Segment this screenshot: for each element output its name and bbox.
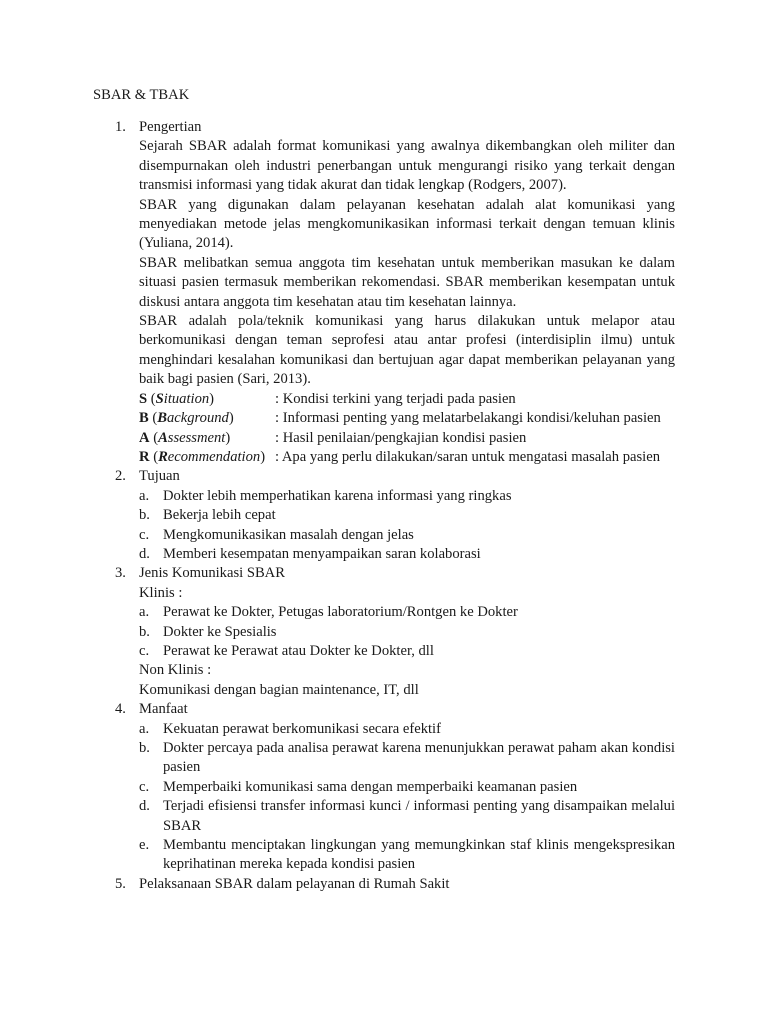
list-item: b. Dokter percaya pada analisa perawat karena menunjukkan perawat paham akan kondisi pasien [139,740,675,776]
document-content [93,118,675,894]
sbar-definition-b: B (Background) : Informasi penting yang melatarbelakangi kondisi/keluhan pasien [139,410,661,427]
list-item: a. Perawat ke Dokter, Petugas laboratorium/Rontgen ke Dokter [139,604,518,621]
paragraph: Komunikasi dengan bagian maintenance, IT, dll [139,681,419,698]
paragraph: SBAR yang digunakan dalam pelayanan kesehatan adalah alat komunikasi yang menyediakan metode jelas mengkomunikasikan informasi terkait dengan temuan klinis (Yuliana, 2014). [139,196,675,252]
list-item: d. Memberi kesempatan menyampaikan saran kolaborasi [139,545,481,562]
section-tujuan [93,467,675,564]
list-item: b. Bekerja lebih cepat [139,507,276,524]
section-heading: Pengertian [139,119,202,135]
sbar-definition-a: A (Assessment) : Hasil penilaian/pengkajian kondisi pasien [139,429,527,446]
section-number: 1. [115,119,126,135]
paragraph: SBAR adalah pola/teknik komunikasi yang harus dilakukan untuk melapor atau berkomunikasi dengan teman seprofesi atau antar profesi (interdisiplin ilmu) untuk menghindari kesalahan komunikasi dan bertujuan agar dapat memberikan pelayanan yang baik bagi pasien (Sari, 2013). [139,313,675,388]
section-heading: Tujuan [139,468,180,485]
list-item: e. Membantu menciptakan lingkungan yang memungkinkan staf klinis mengekspresikan keprihatinan mereka kepada kondisi pasien [139,837,675,873]
section-number: 4. [115,701,126,718]
list-item: c. Perawat ke Perawat atau Dokter ke Dokter, dll [139,642,434,659]
section-manfaat [93,700,675,875]
paragraph: Sejarah SBAR adalah format komunikasi yang awalnya dikembangkan oleh militer dan disempurnakan oleh industri penerbangan untuk mengurangi risiko yang terkait dengan transmisi informasi yang tidak akurat dan tidak lengkap (Rodgers, 2007). [139,138,675,194]
section-heading: Pelaksanaan SBAR dalam pelayanan di Rumah Sakit [139,875,450,892]
list-item: a. Dokter lebih memperhatikan karena informasi yang ringkas [139,487,512,504]
list-item: a. Kekuatan perawat berkomunikasi secara efektif [139,720,441,737]
section-pelaksanaan [93,875,675,894]
subheading-non-klinis: Non Klinis : [139,662,212,679]
list-item: b. Dokter ke Spesialis [139,623,277,640]
sbar-definition-r: R (Recommendation) : Apa yang perlu dilakukan/saran untuk mengatasi masalah pasien [139,448,661,465]
sbar-definition-s: S (Situation) : Kondisi terkini yang terjadi pada pasien [139,390,516,407]
subheading-klinis: Klinis : [139,584,183,601]
section-number: 3. [115,565,126,582]
document-title: SBAR & TBAK [93,87,190,103]
section-jenis-komunikasi [93,564,675,700]
section-heading: Manfaat [139,701,188,718]
list-item: c. Memperbaiki komunikasi sama dengan memperbaiki keamanan pasien [139,778,578,795]
paragraph: SBAR melibatkan semua anggota tim kesehatan untuk memberikan masukan ke dalam situasi pasien termasuk memberikan rekomendasi. SBAR memberikan kesempatan untuk diskusi antara anggota tim kesehatan atau tim kesehatan lainnya. [139,254,675,310]
section-heading: Jenis Komunikasi SBAR [139,565,285,582]
section-number: 2. [115,468,126,485]
section-pengertian [93,118,675,467]
list-item: c. Mengkomunikasikan masalah dengan jelas [139,526,414,543]
section-number: 5. [115,875,126,892]
list-item: d. Terjadi efisiensi transfer informasi kunci / informasi penting yang disampaikan melalui SBAR [139,798,675,834]
